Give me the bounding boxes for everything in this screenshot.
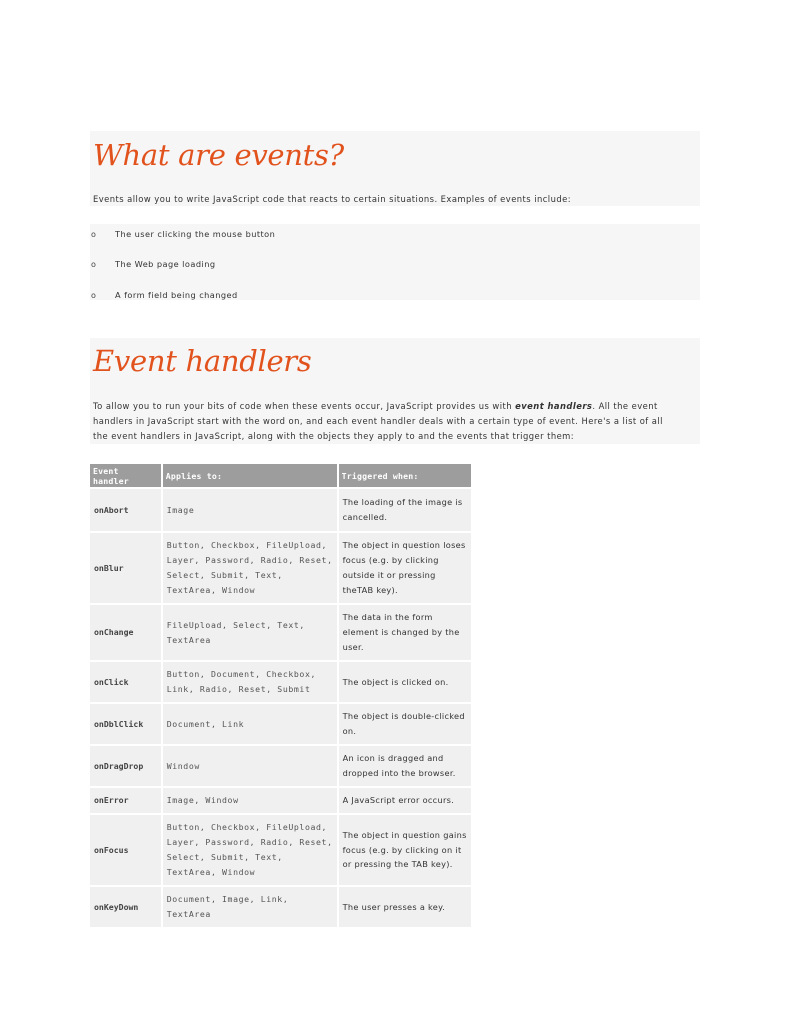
trigger-cell: The loading of the image is cancelled. (339, 489, 471, 531)
trigger-cell: The object in question gains focus (e.g. by clicking on it or pressing the TAB key). (339, 815, 471, 885)
applies-cell: Image (163, 489, 337, 531)
column-header-event-handler: Event handler (90, 464, 161, 487)
handler-cell: onBlur (90, 533, 161, 603)
bullet-icon: o (91, 229, 97, 239)
section-event-handlers (90, 338, 700, 444)
handler-cell: onError (90, 788, 161, 813)
applies-cell: Button, Document, Checkbox, Link, Radio, Reset, Submit (163, 662, 337, 702)
trigger-cell: The user presses a key. (339, 887, 471, 927)
handler-cell: onDragDrop (90, 746, 161, 786)
trigger-cell: An icon is dragged and dropped into the browser. (339, 746, 471, 786)
list-item-text: The user clicking the mouse button (115, 229, 276, 239)
bullet-icon: o (91, 259, 97, 269)
applies-cell: Document, Image, Link, TextArea (163, 887, 337, 927)
trigger-cell: The object is clicked on. (339, 662, 471, 702)
trigger-cell: A JavaScript error occurs. (339, 788, 471, 813)
list-item-text: A form field being changed (115, 290, 238, 300)
applies-cell: Document, Link (163, 704, 337, 744)
intro-text: To allow you to run your bits of code when these events occur, JavaScript provides us with (93, 401, 516, 411)
list-item (90, 288, 700, 302)
trigger-cell: The object is double-clicked on. (339, 704, 471, 744)
trigger-cell: The object in question loses focus (e.g. by clicking outside it or pressing theTAB key). (339, 533, 471, 603)
column-header-applies-to: Applies to: (163, 464, 337, 487)
table-header-row (90, 464, 471, 487)
intro-text: . All the event handlers in JavaScript start with the word on, and each event handler deals with a certain type of event. Here's a list of all the event handlers in JavaScript, along with the objects they apply to and the events that trigger them: (93, 401, 663, 441)
table-row (90, 746, 471, 786)
handler-cell: onChange (90, 605, 161, 660)
section-title: Event handlers (93, 344, 312, 378)
list-item (90, 227, 700, 241)
table-row (90, 489, 471, 531)
section-what-are-events (90, 131, 700, 206)
section-intro: Events allow you to write JavaScript code that reacts to certain situations. Examples of events include: (93, 194, 571, 204)
applies-cell: Window (163, 746, 337, 786)
emphasis-event-handlers: event handlers (515, 401, 593, 411)
event-handlers-table (88, 462, 473, 929)
applies-cell: Image, Window (163, 788, 337, 813)
handler-cell: onDblClick (90, 704, 161, 744)
applies-cell: Button, Checkbox, FileUpload, Layer, Password, Radio, Reset, Select, Submit, Text, TextArea, Window (163, 815, 337, 885)
list-item (90, 257, 700, 271)
bullet-icon: o (91, 290, 97, 300)
table-row (90, 788, 471, 813)
handler-cell: onAbort (90, 489, 161, 531)
handler-cell: onClick (90, 662, 161, 702)
table-row (90, 533, 471, 603)
section-title: What are events? (93, 138, 344, 172)
handler-cell: onFocus (90, 815, 161, 885)
table-row (90, 662, 471, 702)
events-examples-list (90, 224, 700, 300)
table-row (90, 815, 471, 885)
handler-cell: onKeyDown (90, 887, 161, 927)
table-row (90, 704, 471, 744)
table-row (90, 605, 471, 660)
column-header-triggered-when: Triggered when: (339, 464, 471, 487)
list-item-text: The Web page loading (115, 259, 216, 269)
trigger-cell: The data in the form element is changed by the user. (339, 605, 471, 660)
section-intro (90, 399, 700, 444)
applies-cell: FileUpload, Select, Text, TextArea (163, 605, 337, 660)
applies-cell: Button, Checkbox, FileUpload, Layer, Password, Radio, Reset, Select, Submit, Text, TextArea, Window (163, 533, 337, 603)
table-row (90, 887, 471, 927)
